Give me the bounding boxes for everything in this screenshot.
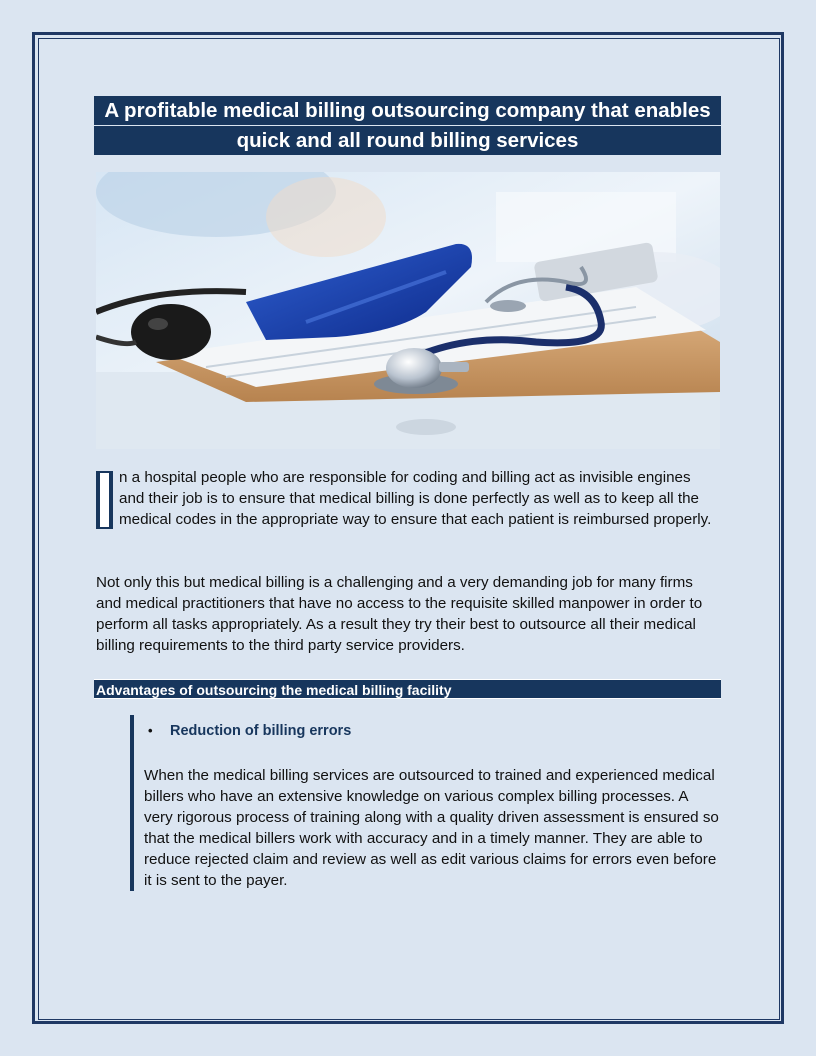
page-title xyxy=(94,96,721,155)
hero-image xyxy=(96,172,720,449)
bullet-label: Reduction of billing errors xyxy=(170,723,352,739)
bullet-item xyxy=(148,723,351,739)
advantage-text: When the medical billing services are outsourced to trained and experienced medical billers who have an extensive knowledge on various complex billing processes. A very rigorous process of training along with a quality driven assessment is ensured so that the medical billers work with accuracy and in a timely manner. They are able to reduce rejected claim and review as well as edit various claims for errors even before it is sent to the payer. xyxy=(144,767,719,889)
section-heading: Advantages of outsourcing the medical billing facility xyxy=(94,679,721,699)
stethoscope-illustration xyxy=(96,172,720,449)
intro-paragraph xyxy=(96,467,720,530)
drop-cap xyxy=(96,471,113,529)
second-paragraph: Not only this but medical billing is a challenging and a very demanding job for many firms and medical practitioners that have no access to the requisite skilled manpower in order to perform all tasks appropriately. As a result they try their best to outsource all their medical billing requirements to the third party service providers. xyxy=(96,574,703,654)
bullet-icon: • xyxy=(148,723,153,738)
advantage-block xyxy=(130,715,724,891)
title-line-2: quick and all round billing services xyxy=(236,129,579,152)
intro-text: n a hospital people who are responsible for coding and billing act as invisible engines and their job is to ensure that medical billing is done perfectly as well as to keep all the medical codes in the appropriate way to ensure that each patient is reimbursed properly. xyxy=(119,469,712,528)
title-line-1: A profitable medical billing outsourcing company that enables xyxy=(94,96,721,126)
